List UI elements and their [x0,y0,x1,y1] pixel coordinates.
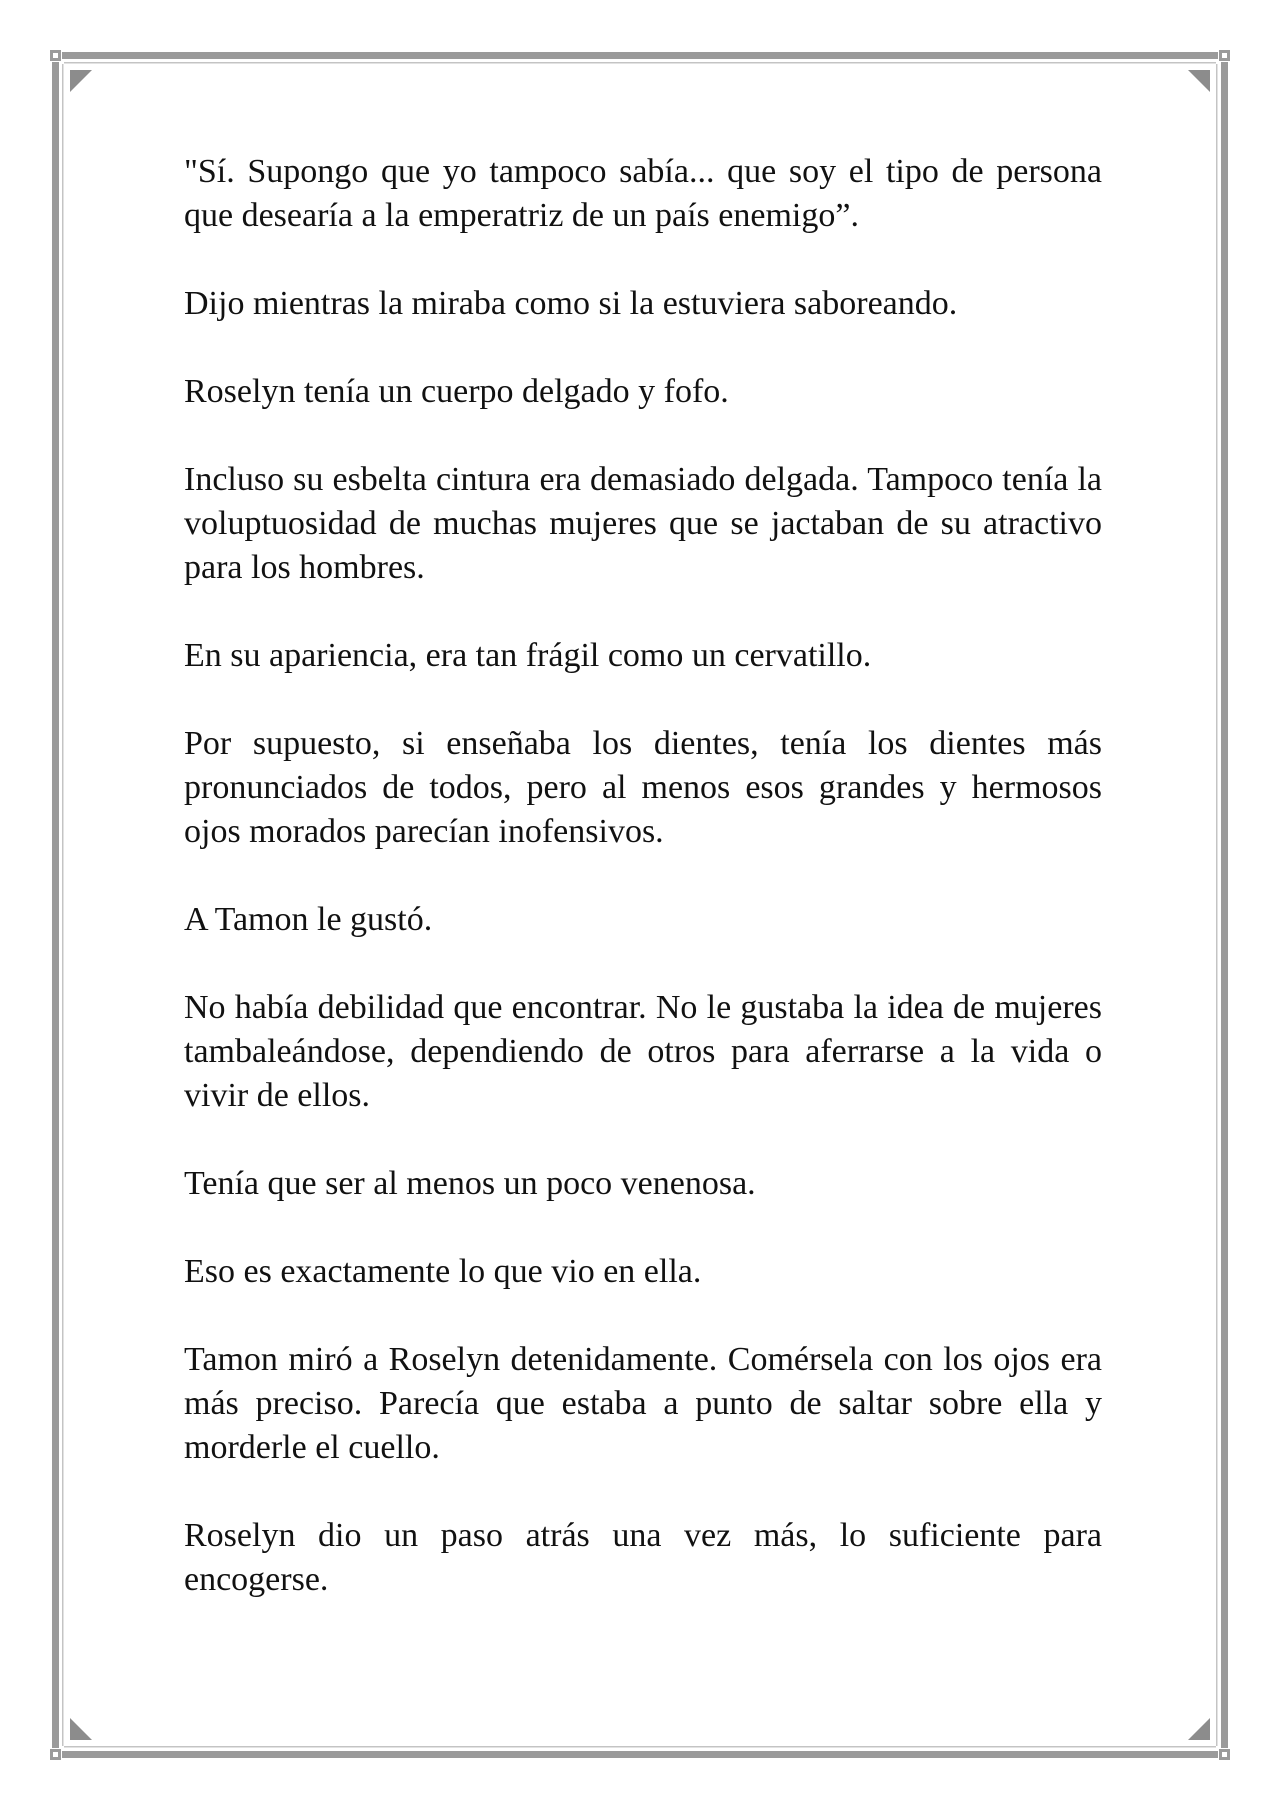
paragraph: Tenía que ser al menos un poco venenosa. [184,1165,756,1202]
paragraph: Dijo mientras la miraba como si la estuviera saboreando. [184,285,958,322]
paragraph: No había debilidad que encontrar. No le gustaba la idea de mujeres tambaleándose, dependiendo de otros para aferrarse a la vida o vivir de ellos. [184,989,1102,1114]
paragraph: En su apariencia, era tan frágil como un cervatillo. [184,637,872,674]
paragraph: Por supuesto, si enseñaba los dientes, tenía los dientes más pronunciados de todos, pero al menos esos grandes y hermosos ojos morados parecían inofensivos. [184,725,1102,850]
document-body [184,150,1102,1646]
paragraph: Eso es exactamente lo que vio en ella. [184,1253,702,1290]
paragraph: "Sí. Supongo que yo tampoco sabía... que soy el tipo de persona que desearía a la emperatriz de un país enemigo”. [184,153,1102,234]
paragraph: Roselyn dio un paso atrás una vez más, lo suficiente para encogerse. [184,1517,1102,1598]
paragraph: Tamon miró a Roselyn detenidamente. Comérsela con los ojos era más preciso. Parecía que estaba a punto de saltar sobre ella y morderle el cuello. [184,1341,1102,1466]
paragraph: A Tamon le gustó. [184,901,433,938]
paragraph: Incluso su esbelta cintura era demasiado delgada. Tampoco tenía la voluptuosidad de muchas mujeres que se jactaban de su atractivo para los hombres. [184,461,1102,586]
paragraph: Roselyn tenía un cuerpo delgado y fofo. [184,373,729,410]
